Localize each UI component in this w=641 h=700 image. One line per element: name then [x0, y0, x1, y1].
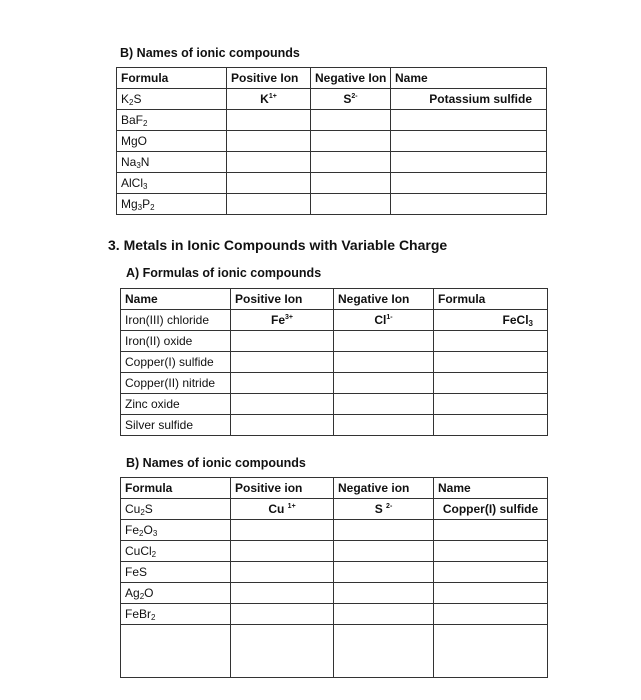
formula-cell: AlCl$_3$ [117, 173, 227, 194]
negative-ion-cell[interactable] [334, 562, 434, 583]
header-positive-ion: Positive ion [231, 478, 334, 499]
name-cell: Iron(III) chloride [121, 310, 231, 331]
table-row [117, 89, 547, 110]
name-cell[interactable] [434, 625, 548, 678]
name-cell[interactable] [434, 520, 548, 541]
formula-cell: $K_2S$ [117, 89, 227, 110]
table-row [121, 520, 548, 541]
positive-ion-cell[interactable] [227, 194, 311, 215]
table-row [121, 310, 548, 331]
formula-cell[interactable] [434, 394, 548, 415]
name-cell[interactable] [434, 604, 548, 625]
negative-ion-cell[interactable] [334, 331, 434, 352]
table-row [121, 415, 548, 436]
table-row [121, 331, 548, 352]
section-3-heading: 3. Metals in Ionic Compounds with Variable Charge [108, 237, 448, 253]
positive-ion-cell[interactable]: $K^{1+}$ [227, 89, 311, 110]
table-row [121, 499, 548, 520]
header-name: Name [434, 478, 548, 499]
formula-cell: $Mg_3P_2$ [117, 194, 227, 215]
section-b1-heading: B) Names of ionic compounds [120, 46, 300, 60]
positive-ion-cell[interactable] [231, 352, 334, 373]
negative-ion-cell[interactable] [334, 625, 434, 678]
table-row [117, 152, 547, 173]
positive-ion-cell[interactable] [227, 173, 311, 194]
header-positive-ion: Positive Ion [231, 289, 334, 310]
table-row [121, 394, 548, 415]
positive-ion-cell[interactable] [231, 562, 334, 583]
positive-ion-cell[interactable] [231, 331, 334, 352]
header-negative-ion: Negative Ion [311, 68, 391, 89]
formula-cell: $Ag_2O$ [121, 583, 231, 604]
negative-ion-cell[interactable] [311, 173, 391, 194]
name-cell: Silver sulfide [121, 415, 231, 436]
formula-cell: $Cu_2S$ [121, 499, 231, 520]
section-3b-heading: B) Names of ionic compounds [126, 456, 306, 470]
positive-ion-cell[interactable] [231, 625, 334, 678]
table-row [121, 604, 548, 625]
positive-ion-cell[interactable]: $Fe^{3+}$ [231, 310, 334, 331]
negative-ion-cell[interactable]: $S^{2-}$ [311, 89, 391, 110]
positive-ion-cell[interactable] [227, 131, 311, 152]
negative-ion-cell[interactable] [334, 541, 434, 562]
name-cell: Iron(II) oxide [121, 331, 231, 352]
positive-ion-cell[interactable] [231, 583, 334, 604]
header-formula: Formula [117, 68, 227, 89]
table-header-row [117, 68, 547, 89]
name-cell[interactable] [434, 583, 548, 604]
name-cell: Zinc oxide [121, 394, 231, 415]
positive-ion-cell[interactable] [231, 604, 334, 625]
name-cell[interactable] [434, 562, 548, 583]
header-negative-ion: Negative ion [334, 478, 434, 499]
negative-ion-cell[interactable]: $Cl^{1-}$ [334, 310, 434, 331]
negative-ion-cell[interactable] [311, 131, 391, 152]
positive-ion-cell[interactable]: Cu $^{1+}$ [231, 499, 334, 520]
formula-cell[interactable]: FeCl$_3$ [434, 310, 548, 331]
formula-cell[interactable] [434, 373, 548, 394]
formula-cell[interactable] [434, 352, 548, 373]
table-header-row [121, 478, 548, 499]
negative-ion-cell[interactable] [311, 152, 391, 173]
negative-ion-cell[interactable] [334, 352, 434, 373]
negative-ion-cell[interactable] [311, 110, 391, 131]
positive-ion-cell[interactable] [227, 110, 311, 131]
formula-cell: FeS [121, 562, 231, 583]
formula-cell: $Fe_2O_3$ [121, 520, 231, 541]
formula-cell: FeBr$_2$ [121, 604, 231, 625]
negative-ion-cell[interactable] [334, 394, 434, 415]
header-positive-ion: Positive Ion [227, 68, 311, 89]
name-cell[interactable]: Potassium sulfide [391, 89, 547, 110]
positive-ion-cell[interactable] [231, 520, 334, 541]
table-row [121, 373, 548, 394]
table-row [117, 173, 547, 194]
table-row [117, 110, 547, 131]
name-cell[interactable] [391, 110, 547, 131]
formula-cell[interactable] [121, 625, 231, 678]
negative-ion-cell[interactable] [334, 583, 434, 604]
negative-ion-cell[interactable] [334, 520, 434, 541]
name-cell[interactable] [391, 152, 547, 173]
name-cell[interactable] [391, 131, 547, 152]
header-name: Name [121, 289, 231, 310]
table-row [117, 194, 547, 215]
negative-ion-cell[interactable] [334, 373, 434, 394]
section-3a-heading: A) Formulas of ionic compounds [126, 266, 322, 280]
table-names-variable-charge [120, 477, 548, 678]
table-row [117, 131, 547, 152]
formula-cell: CuCl$_2$ [121, 541, 231, 562]
table-names-ionic-compounds [116, 67, 547, 215]
table-header-row [121, 289, 548, 310]
negative-ion-cell[interactable] [311, 194, 391, 215]
name-cell: Copper(II) nitride [121, 373, 231, 394]
header-formula: Formula [434, 289, 548, 310]
formula-cell[interactable] [434, 331, 548, 352]
positive-ion-cell[interactable] [227, 152, 311, 173]
name-cell[interactable] [434, 541, 548, 562]
positive-ion-cell[interactable] [231, 394, 334, 415]
table-row [121, 562, 548, 583]
formula-cell: BaF$_2$ [117, 110, 227, 131]
positive-ion-cell[interactable] [231, 373, 334, 394]
name-cell[interactable] [391, 194, 547, 215]
header-formula: Formula [121, 478, 231, 499]
header-name: Name [391, 68, 547, 89]
header-negative-ion: Negative Ion [334, 289, 434, 310]
negative-ion-cell[interactable] [334, 604, 434, 625]
name-cell[interactable] [391, 173, 547, 194]
name-cell: Copper(I) sulfide [121, 352, 231, 373]
negative-ion-cell[interactable] [334, 415, 434, 436]
positive-ion-cell[interactable] [231, 541, 334, 562]
table-formulas-ionic-compounds [120, 288, 548, 436]
formula-cell: MgO [117, 131, 227, 152]
positive-ion-cell[interactable] [231, 415, 334, 436]
table-row [121, 541, 548, 562]
table-row [121, 583, 548, 604]
table-row [121, 625, 548, 678]
name-cell[interactable]: Copper(I) sulfide [434, 499, 548, 520]
formula-cell: $Na_3N$ [117, 152, 227, 173]
table-row [121, 352, 548, 373]
negative-ion-cell[interactable]: S $^{2-}$ [334, 499, 434, 520]
formula-cell[interactable] [434, 415, 548, 436]
